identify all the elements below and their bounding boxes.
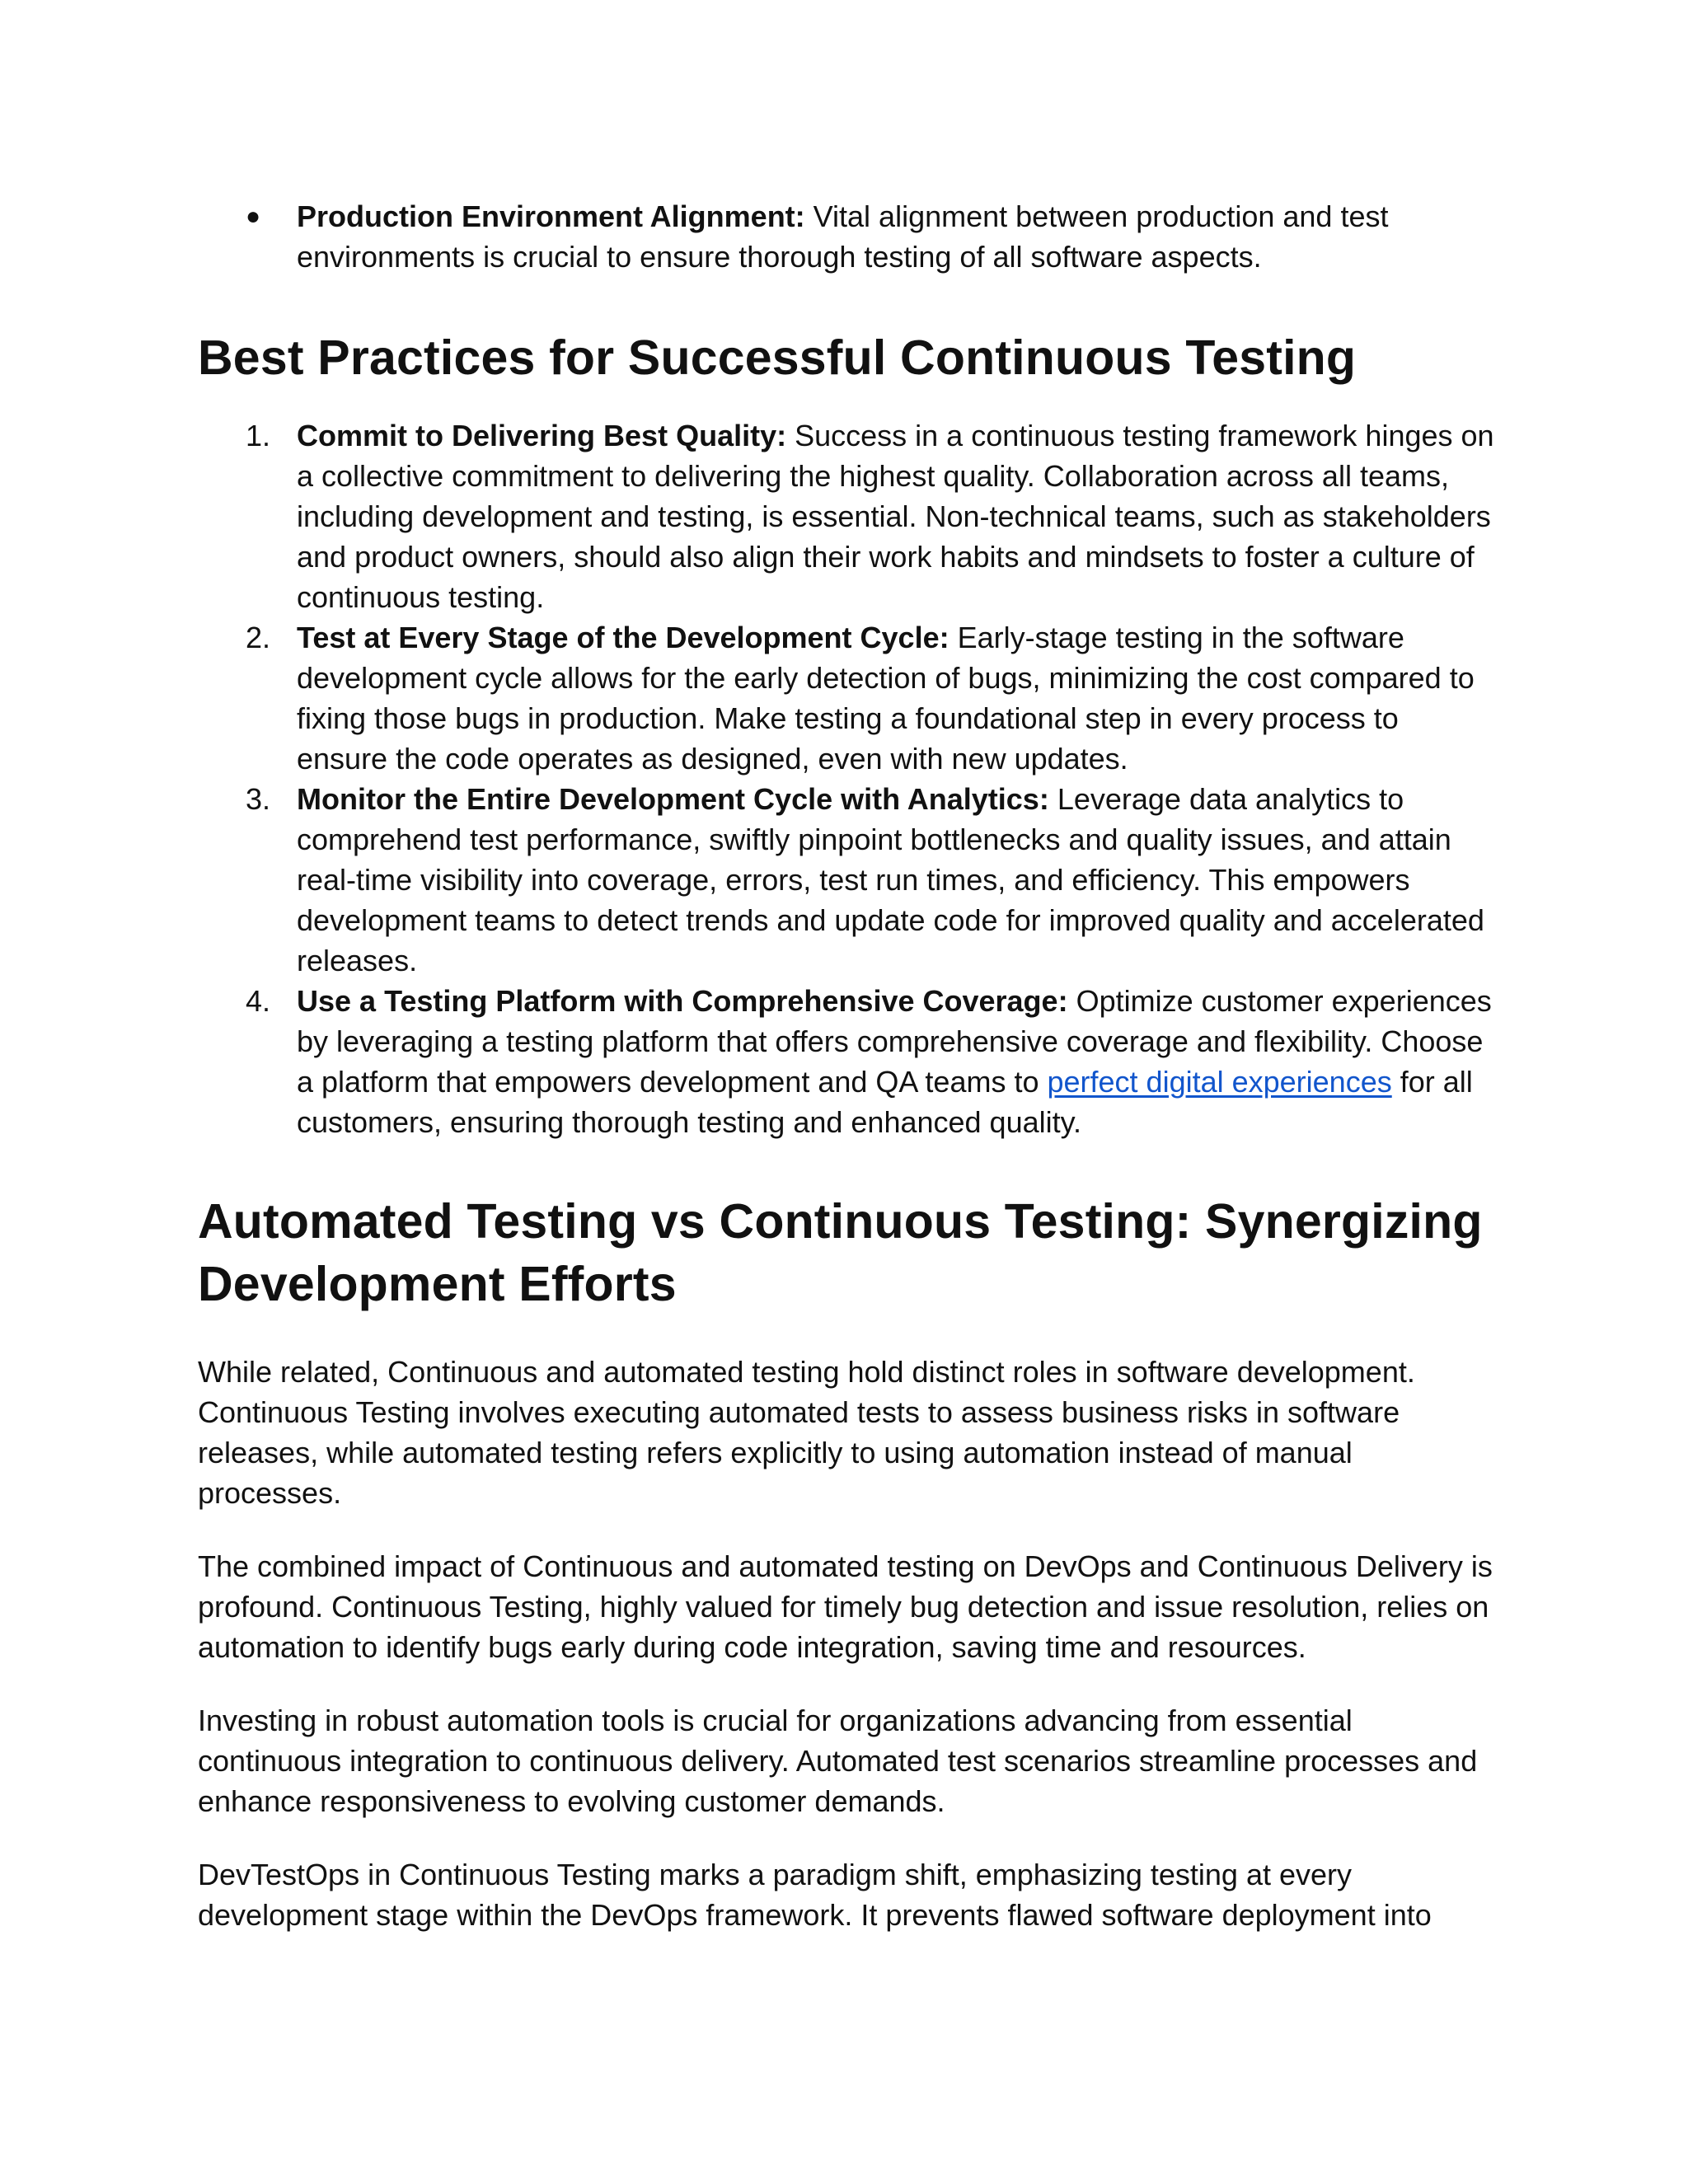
list-item-text: Leverage data analytics to comprehend test performance, swiftly pinpoint bottlenecks and quality issues, and attain real-time visibility into coverage, errors, test run times, and efficiency. This empowers development teams to detect trends and update code for improved quality and accelerated releases. [297,782,1484,977]
paragraph-1: While related, Continuous and automated testing hold distinct roles in software development. Continuous Testing involves executing automated tests to assess business risks in software releases, while automated testing refers explicitly to using automation instead of manual processes. [198,1355,1415,1510]
paragraph-3: Investing in robust automation tools is crucial for organizations advancing from essential continuous integration to continuous delivery. Automated test scenarios streamline processes and enhance responsiveness to evolving customer demands. [198,1704,1478,1818]
bullet-lead: Production Environment Alignment: [297,199,805,233]
list-number: 1. [246,419,271,452]
list-item-text: Success in a continuous testing framework hinges on a collective commitment to delivering the highest quality. Collaboration across all teams, including development and testing, is essential. Non-technical teams, such as stakeholders and product owners, should also align their work habits and mindsets to foster a culture of continuous testing. [297,419,1494,614]
perfect-digital-experiences-link[interactable]: perfect digital experiences [1047,1065,1392,1099]
best-practices-list [198,415,1497,1142]
list-item-text-after-link: for all customers, ensuring thorough testing and enhanced quality. [297,1065,1473,1139]
list-item-lead: Monitor the Entire Development Cycle with Analytics: [297,782,1049,816]
list-number: 4. [246,984,271,1018]
paragraph-2: The combined impact of Continuous and automated testing on DevOps and Continuous Delivery is profound. Continuous Testing, highly valued for timely bug detection and issue resolution, relies on automation to identify bugs early during code integration, saving time and resources. [198,1549,1493,1664]
paragraph-4: DevTestOps in Continuous Testing marks a paradigm shift, emphasizing testing at every development stage within the DevOps framework. It prevents flawed software deployment into [198,1858,1432,1932]
document-body [198,196,1497,1935]
list-item-testing-platform [198,981,1497,1142]
bullet-marker: ● [246,203,261,230]
bullet-list [198,196,1497,277]
list-item-text: Early-stage testing in the software development cycle allows for the early detection of bugs, minimizing the cost compared to fixing those bugs in production. Make testing a foundational step in every process to ensure the code operates as designed, even with new updates. [297,621,1475,776]
list-item-lead: Use a Testing Platform with Comprehensive Coverage: [297,984,1068,1018]
list-item-lead: Test at Every Stage of the Development Cycle: [297,621,950,654]
list-item-monitor-analytics [198,779,1497,981]
section-heading-best-practices: Best Practices for Successful Continuous Testing [198,330,1357,385]
section-heading-automated-vs-continuous: Automated Testing vs Continuous Testing: Synergizing Development Efforts [198,1194,1483,1311]
bullet-item-production-environment-alignment [198,196,1497,277]
list-number: 3. [246,782,271,816]
list-item-text-before-link: Optimize customer experiences by leveraging a testing platform that offers comprehensive coverage and flexibility. Choose a platform that empowers development and QA teams to [297,984,1492,1099]
list-item-lead: Commit to Delivering Best Quality: [297,419,787,452]
list-number: 2. [246,621,271,654]
bullet-text: Vital alignment between production and test environments is crucial to ensure thorough testing of all software aspects. [297,199,1389,274]
list-item-test-every-stage [198,617,1497,779]
list-item-commit-quality [198,415,1497,617]
